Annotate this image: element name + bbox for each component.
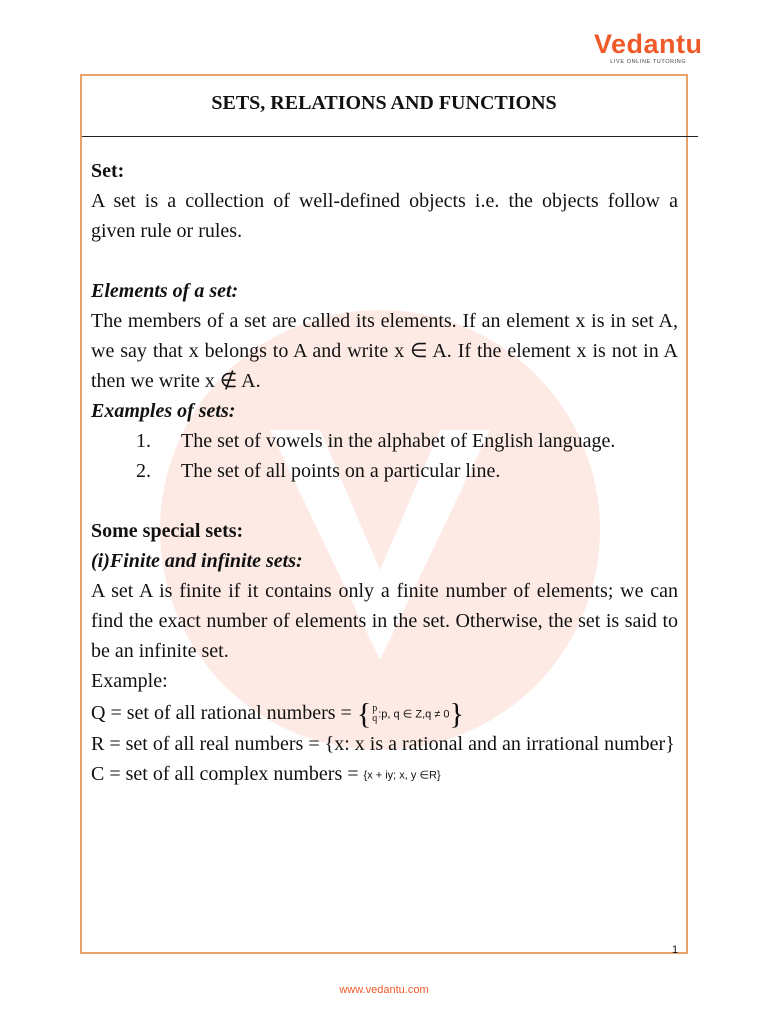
finite-definition: A set A is finite if it contains only a finite number of elements; we can find the exact number of elements in the set. Otherwise, the set is said to be an infinite set. (91, 580, 678, 662)
list-item: 1. The set of vowels in the alphabet of English language. (136, 430, 616, 452)
vedantu-logo (594, 30, 703, 65)
elements-definition: The members of a set are called its elements. If an element x is in set A, we say that x belongs to A and write x ∈ A. If the element x is not in A then we write x ∉ A. (91, 310, 678, 392)
footer-url[interactable]: www.vedantu.com (339, 984, 429, 996)
set-definition: A set is a collection of well-defined objects i.e. the objects follow a given rule or rules. (91, 190, 678, 242)
logo-brand: Vedantu (594, 29, 703, 59)
set-heading: Set: (91, 160, 125, 182)
examples-list (91, 426, 678, 486)
logo-tagline: LIVE ONLINE TUTORING (610, 59, 687, 65)
document-body (91, 156, 678, 791)
complex-numbers-line: C = set of all complex numbers = {x + iy; x, y ∈R} (91, 763, 441, 786)
fraction-p-over-q: p q (372, 703, 378, 725)
elements-heading: Elements of a set: (91, 280, 239, 302)
examples-heading: Examples of sets: (91, 400, 236, 422)
page-number: 1 (672, 944, 679, 956)
example-label: Example: (91, 670, 168, 692)
special-sets-heading: Some special sets: (91, 520, 244, 542)
real-numbers-line: R = set of all real numbers = {x: x is a rational and an irrational number} (91, 733, 675, 756)
complex-set-expression: {x + iy; x, y ∈R} (363, 769, 441, 782)
page-title: SETS, RELATIONS AND FUNCTIONS (211, 92, 557, 114)
title-divider (82, 136, 698, 137)
list-item: 2. The set of all points on a particular line. (136, 460, 501, 482)
rational-numbers-line: Q = set of all rational numbers = {p q:p, q ∈ Z,q ≠ 0} (91, 697, 464, 731)
finite-infinite-heading: (i)Finite and infinite sets: (91, 550, 303, 572)
